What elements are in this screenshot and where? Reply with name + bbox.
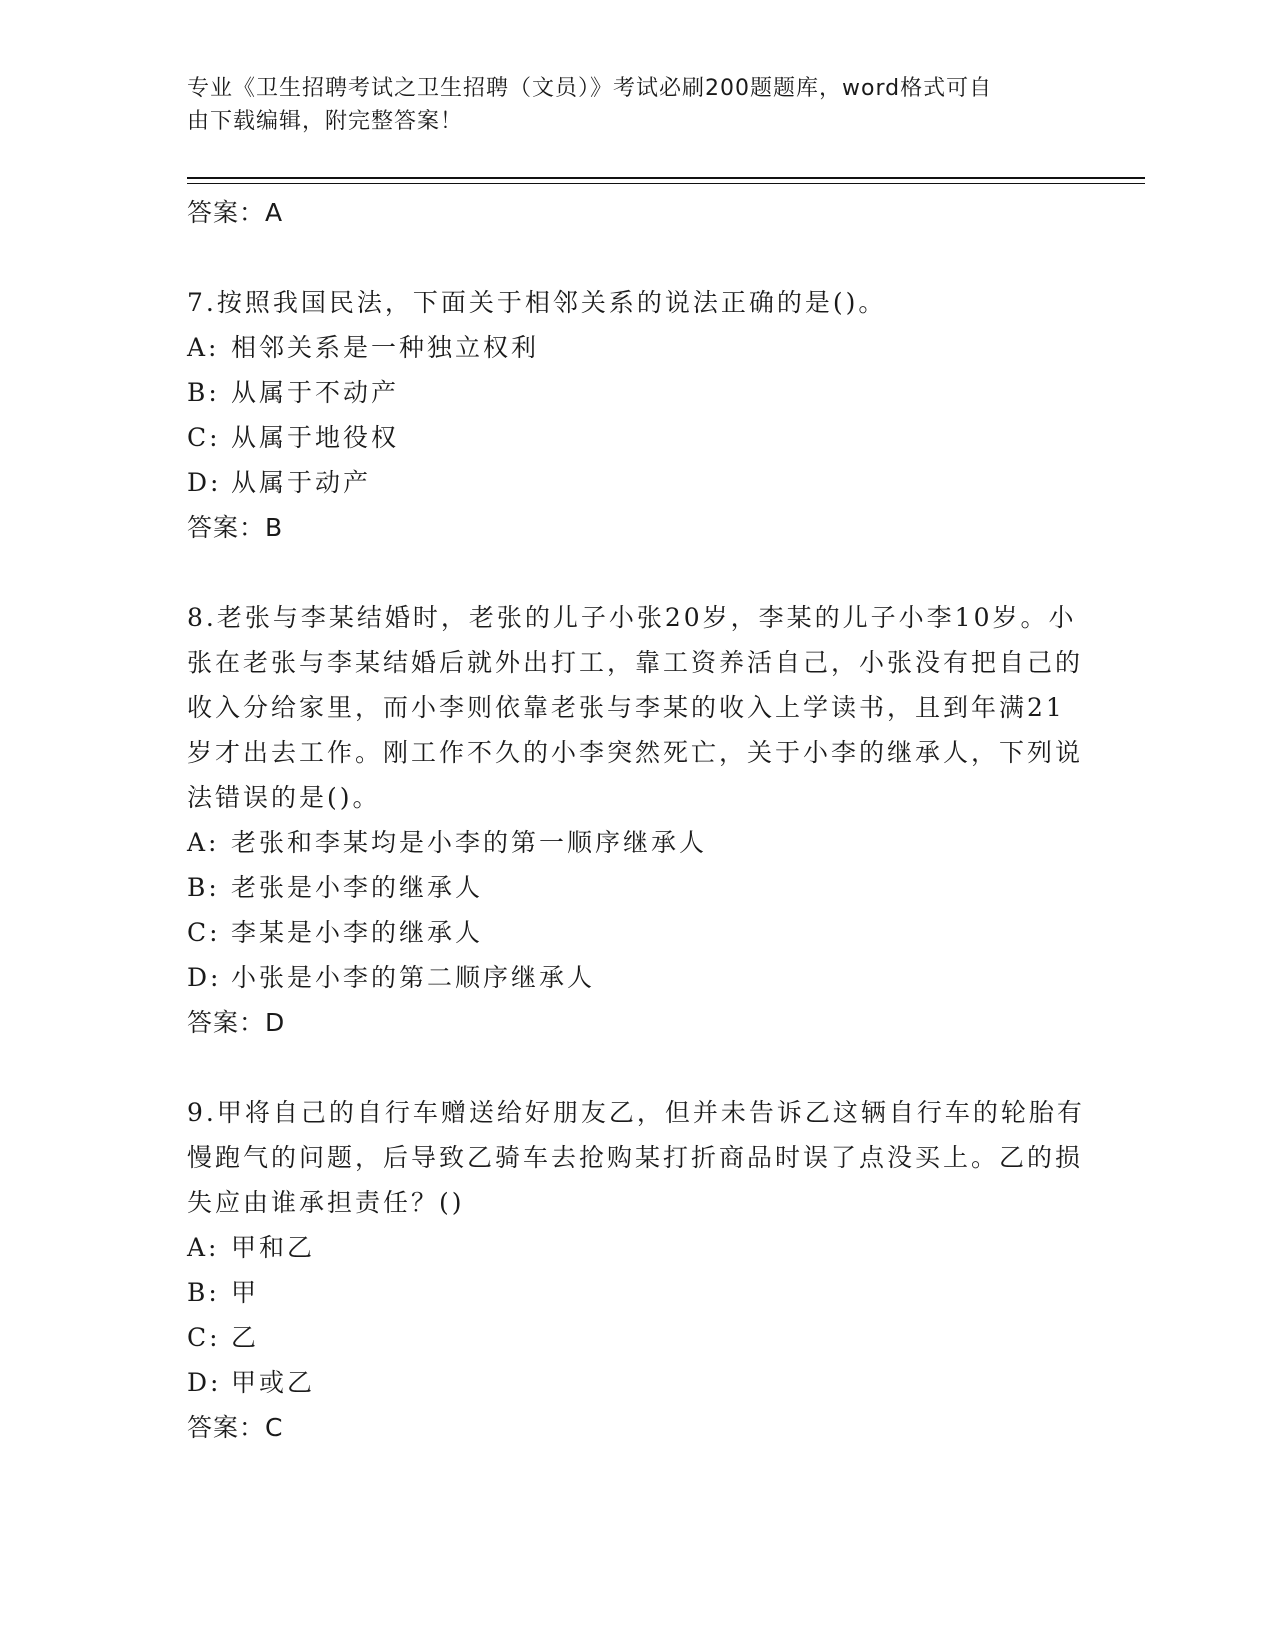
option-key: A:	[187, 1233, 220, 1262]
question-stem: 9.甲将自己的自行车赠送给好朋友乙，但并未告诉乙这辆自行车的轮胎有慢跑气的问题，后导致乙骑车去抢购某打折商品时误了点没买上。乙的损失应由谁承担责任？()	[187, 1098, 1085, 1217]
answer: 答案：B	[187, 513, 284, 542]
option-key: C:	[187, 1323, 221, 1352]
option-b	[187, 370, 1087, 415]
question-9	[187, 1090, 1087, 1451]
question-stem: 7.按照我国民法，下面关于相邻关系的说法正确的是()。	[187, 288, 887, 317]
option-d	[187, 955, 1087, 1000]
question-7	[187, 280, 1087, 551]
document-body	[187, 190, 1087, 1451]
option-key: C:	[187, 918, 221, 947]
option-a	[187, 820, 1087, 865]
option-b	[187, 1270, 1087, 1315]
option-text: 甲和乙	[231, 1233, 316, 1262]
option-a	[187, 1225, 1087, 1270]
header-rule-thick	[187, 177, 1145, 179]
option-d	[187, 460, 1087, 505]
option-text: 甲或乙	[231, 1368, 316, 1397]
option-key: D:	[187, 468, 222, 497]
question-8	[187, 595, 1087, 1046]
question-stem: 8.老张与李某结婚时，老张的儿子小张20岁，李某的儿子小李10岁。小张在老张与李某结婚后就外出打工，靠工资养活自己，小张没有把自己的收入分给家里，而小李则依靠老张与李某的收入上学读书，且到年满21岁才出去工作。刚工作不久的小李突然死亡，关于小李的继承人，下列说法错误的是()。	[187, 603, 1084, 812]
header-line-1: 专业《卫生招聘考试之卫生招聘（文员）》考试必刷200题题库，word格式可自	[187, 76, 993, 101]
option-key: D:	[187, 1368, 222, 1397]
option-key: B:	[187, 1278, 220, 1307]
option-text: 从属于动产	[231, 468, 372, 497]
option-b	[187, 865, 1087, 910]
option-text: 甲	[231, 1278, 260, 1307]
option-a	[187, 325, 1087, 370]
option-text: 乙	[231, 1323, 260, 1352]
option-d	[187, 1360, 1087, 1405]
option-key: A:	[187, 333, 220, 362]
option-text: 李某是小李的继承人	[231, 918, 484, 947]
option-text: 从属于地役权	[231, 423, 400, 452]
option-key: A:	[187, 828, 220, 857]
option-key: B:	[187, 378, 220, 407]
option-c	[187, 1315, 1087, 1360]
option-text: 小张是小李的第二顺序继承人	[231, 963, 596, 992]
header-line-2: 由下载编辑，附完整答案！	[187, 109, 464, 134]
option-c	[187, 910, 1087, 955]
header-rule-thin	[187, 183, 1145, 184]
option-text: 老张和李某均是小李的第一顺序继承人	[231, 828, 708, 857]
option-key: D:	[187, 963, 222, 992]
option-c	[187, 415, 1087, 460]
option-text: 从属于不动产	[231, 378, 400, 407]
answer-previous: 答案：A	[187, 198, 284, 227]
answer: 答案：D	[187, 1008, 286, 1037]
option-text: 老张是小李的继承人	[231, 873, 484, 902]
answer: 答案：C	[187, 1413, 284, 1442]
option-text: 相邻关系是一种独立权利	[231, 333, 540, 362]
option-key: C:	[187, 423, 221, 452]
option-key: B:	[187, 873, 220, 902]
document-header	[187, 72, 1067, 138]
